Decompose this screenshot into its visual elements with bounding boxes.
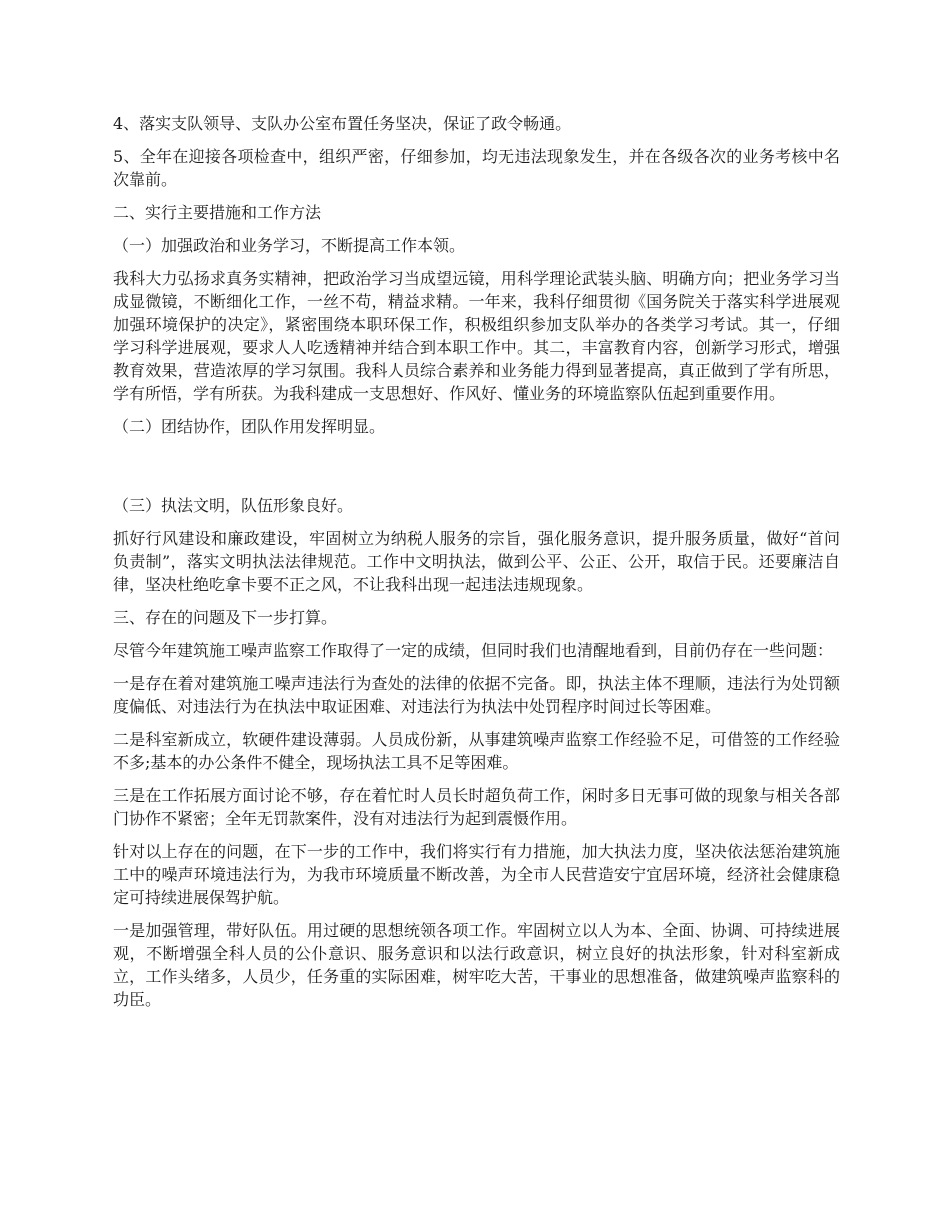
conduct-paragraph: 抓好行风建设和廉政建设，牢固树立为纳税人服务的宗旨，强化服务意识，提升服务质量，做好“首问负责制”，落实文明执法法律规范。工作中文明执法，做到公平、公正、公开，取信于民。还要廉洁自律，坚决杜绝吃拿卡要不正之风，不让我科出现一起违法违规现象。: [113, 529, 840, 594]
section-2-heading: 二、实行主要措施和工作方法: [113, 203, 322, 222]
blank-spacer: [113, 448, 840, 494]
subsection-1-heading: （一）加强政治和业务学习，不断提高工作本领。: [113, 236, 466, 255]
section-3-heading: 三、存在的问题及下一步打算。: [113, 608, 338, 627]
subsection-2-heading: （二）团结协作，团队作用发挥明显。: [113, 417, 386, 436]
plan-1-paragraph: 一是加强管理，带好队伍。用过硬的思想统领各项工作。牢固树立以人为本、全面、协调、可持续进展观，不断增强全科人员的公仆意识、服务意识和以法行政意识，树立良好的执法形象，针对科室新成立，工作头绪多，人员少，任务重的实际困难，树牢吃大苦，干事业的思想准备，做建筑噪声监察科的功臣。: [113, 921, 840, 1009]
problem-1-paragraph: 一是存在着对建筑施工噪声违法行为查处的法律的依据不完备。即，执法主体不理顺，违法行为处罚额度偏低、对违法行为在执法中取证困难、对违法行为执法中处罚程序时间过长等困难。: [113, 674, 840, 716]
item-4-paragraph: 4、落实支队领导、支队办公室布置任务坚决，保证了政令畅通。: [113, 114, 572, 133]
problem-3-paragraph: 三是在工作拓展方面讨论不够，存在着忙时人员长时超负荷工作，闲时多日无事可做的现象与相关各部门协作不紧密；全年无罚款案件，没有对违法行为起到震慑作用。: [113, 786, 840, 828]
document-page: [113, 112, 840, 1021]
subsection-3-heading: （三）执法文明，队伍形象良好。: [113, 496, 354, 515]
item-5-paragraph: 5、全年在迎接各项检查中，组织严密，仔细参加，均无违法现象发生，并在各级各次的业务考核中名次靠前。: [113, 147, 840, 189]
study-paragraph: 我科大力弘扬求真务实精神，把政治学习当成望远镜，用科学理论武装头脑、明确方向；把业务学习当成显微镜，不断细化工作，一丝不苟，精益求精。一年来，我科仔细贯彻《国务院关于落实科学进展观加强环境保护的决定》，紧密围绕本职环保工作，积极组织参加支队举办的各类学习考试。其一，仔细学习科学进展观，要求人人吃透精神并结合到本职工作中。其二，丰富教育内容，创新学习形式，增强教育效果，营造浓厚的学习氛围。我科人员综合素养和业务能力得到显著提高，真正做到了学有所思，学有所悟，学有所获。为我科建成一支思想好、作风好、懂业务的环境监察队伍起到重要作用。: [113, 269, 840, 403]
problems-intro-paragraph: 尽管今年建筑施工噪声监察工作取得了一定的成绩，但同时我们也清醒地看到，目前仍存在一些问题：: [113, 641, 834, 660]
next-steps-paragraph: 针对以上存在的问题，在下一步的工作中，我们将实行有力措施，加大执法力度，坚决依法惩治建筑施工中的噪声环境违法行为，为我市环境质量不断改善，为全市人民营造安宁宜居环境，经济社会健康稳定可持续进展保驾护航。: [113, 842, 840, 907]
problem-2-paragraph: 二是科室新成立，软硬件建设薄弱。人员成份新，从事建筑噪声监察工作经验不足，可借签的工作经验不多;基本的办公条件不健全，现场执法工具不足等困难。: [113, 730, 840, 772]
